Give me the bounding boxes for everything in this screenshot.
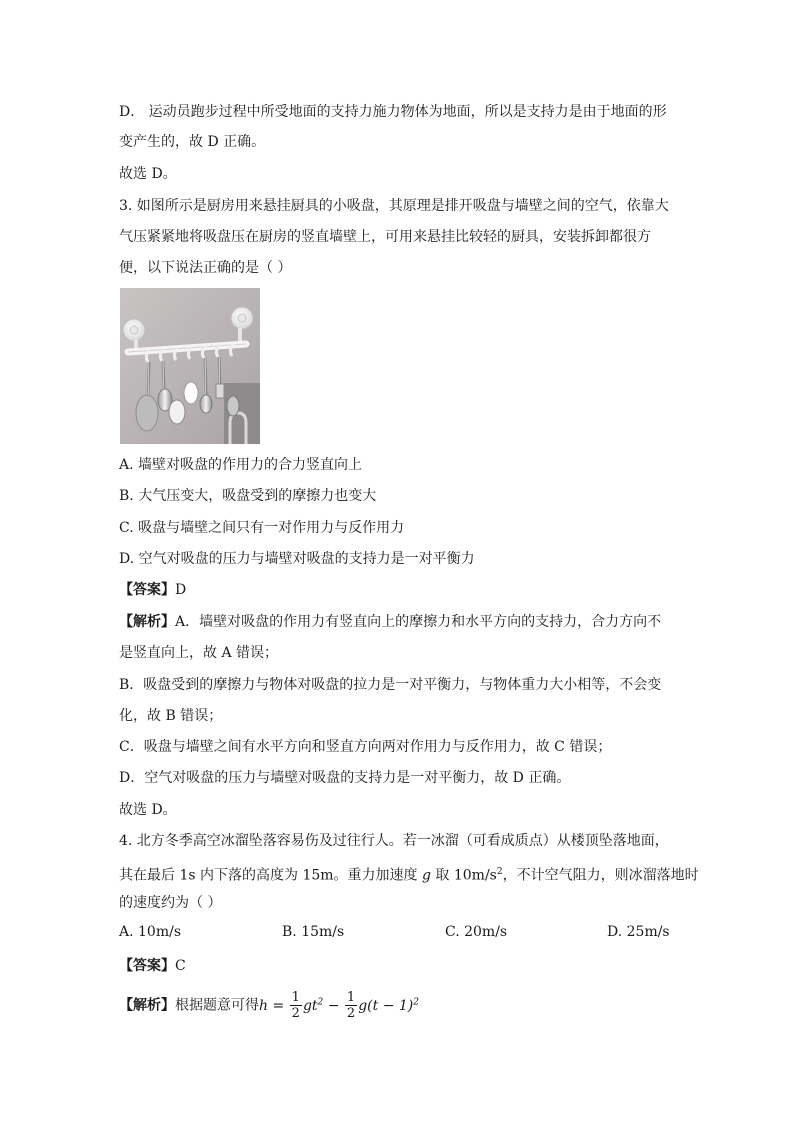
text-span: 其在最后 1s 内下落的高度为 15m。重力加速度 bbox=[119, 867, 422, 884]
explanation-tag: 【解析】 bbox=[119, 614, 175, 630]
choice-a: A. 10m/s bbox=[119, 924, 182, 940]
fraction-half bbox=[290, 990, 302, 1021]
explanation-4 bbox=[119, 986, 419, 1022]
text-line: 故选 D。 bbox=[119, 802, 177, 818]
superscript: 2 bbox=[317, 997, 324, 1007]
numerator: 1 bbox=[346, 990, 356, 1006]
symbol-h: h bbox=[259, 997, 269, 1014]
explanation-text: 根据题意可得 bbox=[175, 997, 259, 1014]
text-line: 化，故 B 错误； bbox=[119, 708, 223, 724]
text-line: 变产生的，故 D 正确。 bbox=[119, 134, 266, 150]
answer-tag: 【答案】 bbox=[119, 582, 175, 598]
denominator: 2 bbox=[346, 1006, 356, 1022]
question-3-stem: 便，以下说法正确的是（ ） bbox=[119, 260, 292, 276]
suction-cup-hook-illustration bbox=[120, 288, 260, 444]
answer-value: C bbox=[175, 958, 186, 974]
equals-sign: = bbox=[268, 997, 289, 1014]
text-line: B．吸盘受到的摩擦力与物体对吸盘的拉力是一对平衡力，与物体重力大小相等，不会变 bbox=[119, 677, 662, 693]
superscript: 2 bbox=[413, 997, 419, 1007]
superscript: 2 bbox=[496, 867, 503, 877]
answer-tag: 【答案】 bbox=[119, 958, 175, 974]
answer-4 bbox=[119, 956, 186, 976]
symbol-g: g bbox=[421, 867, 431, 884]
explanation-text: A．墙壁对吸盘的作用力有竖直向上的摩擦力和水平方向的支持力，合力方向不 bbox=[175, 614, 662, 630]
answer-value: D bbox=[175, 582, 187, 598]
choice-d: D. 25m/s bbox=[607, 924, 670, 940]
free-fall-formula bbox=[259, 990, 419, 1022]
term-paren: (t − 1) bbox=[367, 997, 414, 1014]
question-4-stem: 4. 北方冬季高空冰溜坠落容易伤及过往行人。若一冰溜（可看成质点）从楼顶坠落地面， bbox=[119, 833, 669, 849]
choice-c: C. 20m/s bbox=[445, 924, 508, 940]
option-b: B. 大气压变大，吸盘受到的摩擦力也变大 bbox=[119, 488, 377, 504]
text-line: D．空气对吸盘的压力与墙壁对吸盘的支持力是一对平衡力，故 D 正确。 bbox=[119, 770, 571, 786]
question-4-choices bbox=[119, 924, 679, 944]
text-span: ，不计空气阻力，则冰溜落地时 bbox=[502, 867, 699, 884]
text-line: D． 运动员跑步过程中所受地面的支持力施力物体为地面，所以是支持力是由于地面的形 bbox=[119, 104, 667, 120]
choice-b: B. 15m/s bbox=[282, 924, 345, 940]
question-3-stem: 气压紧紧地将吸盘压在厨房的竖直墙壁上，可用来悬挂比较轻的厨具，安装拆卸都很方 bbox=[119, 229, 651, 245]
denominator: 2 bbox=[291, 1006, 300, 1022]
question-3-stem: 3. 如图所示是厨房用来悬挂厨具的小吸盘，其原理是排开吸盘与墙壁之间的空气，依靠大 bbox=[119, 198, 669, 214]
fraction-half bbox=[345, 990, 357, 1021]
explanation-3 bbox=[119, 612, 661, 632]
numerator: 1 bbox=[291, 990, 300, 1006]
text-line: 故选 D。 bbox=[119, 166, 177, 182]
question-4-stem: 的速度约为（ ） bbox=[119, 895, 222, 911]
option-a: A. 墙壁对吸盘的作用力的合力竖直向上 bbox=[119, 457, 363, 473]
text-span: 取 10m/s bbox=[430, 867, 497, 884]
answer-3 bbox=[119, 580, 186, 600]
symbol-g: g bbox=[358, 997, 368, 1014]
option-c: C. 吸盘与墙壁之间只有一对作用力与反作用力 bbox=[119, 520, 405, 536]
question-4-stem bbox=[119, 862, 699, 886]
text-line: 是竖直向上，故 A 错误； bbox=[119, 645, 279, 661]
term-gt: gt bbox=[302, 997, 318, 1014]
explanation-tag: 【解析】 bbox=[119, 997, 175, 1014]
option-d: D. 空气对吸盘的压力与墙壁对吸盘的支持力是一对平衡力 bbox=[119, 551, 475, 567]
kitchen-rack-image bbox=[120, 288, 260, 444]
minus-sign: − bbox=[323, 997, 344, 1014]
text-line: C．吸盘与墙壁之间有水平方向和竖直方向两对作用力与反作用力，故 C 错误； bbox=[119, 739, 612, 755]
